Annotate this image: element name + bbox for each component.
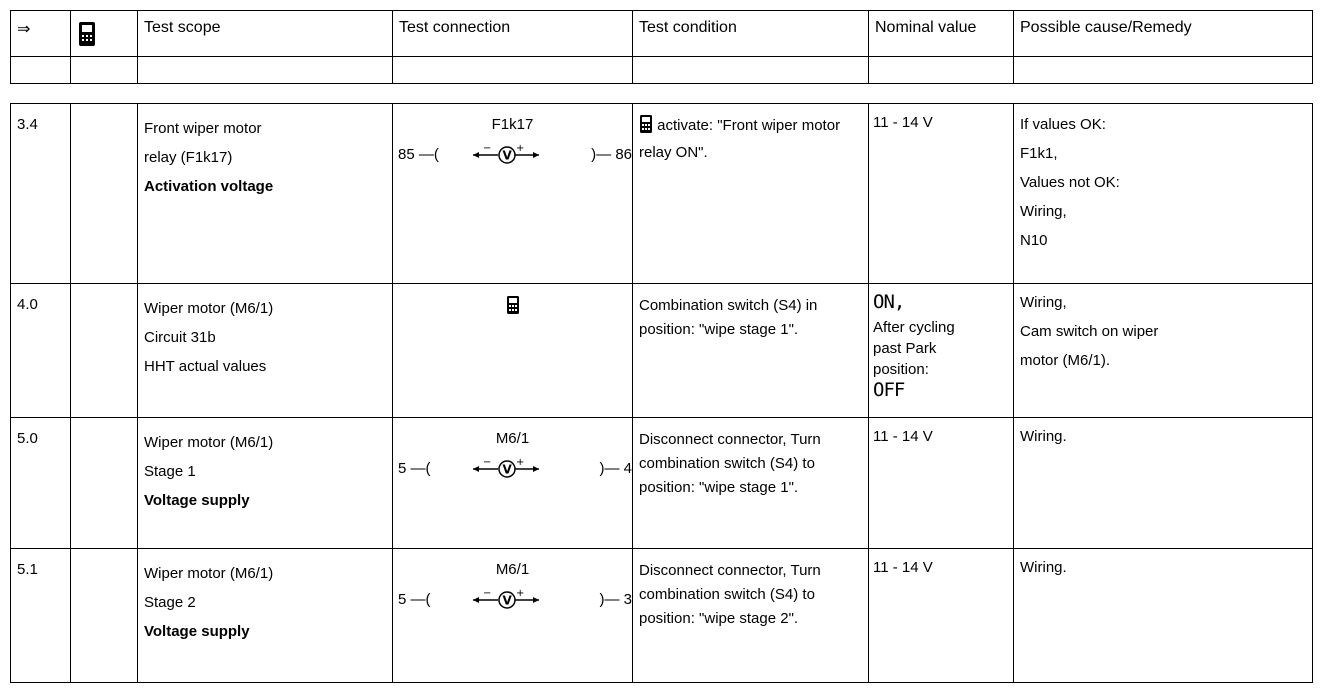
blank-cell (633, 57, 869, 84)
scope-line: HHT actual values (144, 358, 267, 375)
svg-text:V: V (502, 462, 512, 477)
scope-line: Wiper motor (M6/1) (144, 300, 274, 317)
header-connection-cell (393, 11, 633, 57)
scope-line: Stage 2 (144, 594, 196, 611)
table-row (11, 284, 1313, 418)
test-connection-cell (393, 418, 633, 549)
header-remedy-cell (1014, 11, 1313, 57)
svg-text:−: − (483, 588, 492, 599)
blank-cell (11, 57, 71, 84)
nominal-text-line: past Park (873, 340, 937, 357)
header-icon-cell (71, 11, 138, 57)
test-condition-cell (633, 104, 869, 284)
nominal-value-cell (869, 104, 1014, 284)
header-remedy: Possible cause/Remedy (1020, 19, 1192, 36)
remedy-cell (1014, 284, 1313, 418)
remedy-line: Wiring, (1020, 203, 1067, 220)
nominal-value: 11 - 14 V (873, 559, 933, 576)
test-scope-cell (138, 549, 393, 683)
header-arrow-cell (11, 11, 71, 57)
header-connection: Test connection (399, 19, 511, 36)
condition-text: Combination switch (S4) in position: "wipe stage 1". (639, 297, 818, 338)
header-arrow: ⇒ (17, 21, 31, 38)
connection-pin-right: )— 86 (591, 146, 632, 163)
svg-text:+: + (516, 457, 525, 468)
pin-number: 4 (623, 460, 632, 477)
svg-text:−: − (483, 457, 492, 468)
scope-bold-line: Voltage supply (144, 623, 250, 640)
pin-number: 86 (615, 146, 632, 163)
scope-line: Wiper motor (M6/1) (144, 434, 274, 451)
pin-number: 5 (398, 460, 407, 477)
svg-text:V: V (502, 593, 512, 608)
scope-line: Front wiper motor (144, 120, 262, 137)
remedy-line: N10 (1020, 232, 1048, 249)
remedy-line: Wiring, (1020, 294, 1067, 311)
test-condition-cell (633, 284, 869, 418)
test-connection-cell (393, 549, 633, 683)
test-table (10, 103, 1313, 683)
step-number: 5.0 (11, 418, 71, 549)
voltmeter-icon (473, 456, 553, 484)
blank-cell (71, 418, 138, 549)
blank-cell (138, 57, 393, 84)
test-condition-cell (633, 549, 869, 683)
nominal-value-cell (869, 418, 1014, 549)
svg-text:+: + (516, 588, 525, 599)
scope-line: Circuit 31b (144, 329, 216, 346)
test-scope-cell (138, 104, 393, 284)
blank-cell (71, 57, 138, 84)
blank-cell (1014, 57, 1313, 84)
remedy-line: Cam switch on wiper (1020, 323, 1159, 340)
condition-text: Disconnect connector, Turn combination switch (S4) to position: "wipe stage 2". (639, 562, 821, 627)
table-row (11, 104, 1313, 284)
pin-number: 3 (623, 591, 632, 608)
condition-text: Disconnect connector, Turn combination switch (S4) to position: "wipe stage 1". (639, 431, 821, 496)
blank-cell (71, 549, 138, 683)
connection-pin-left: 85 —( (398, 146, 439, 163)
blank-cell (71, 284, 138, 418)
blank-cell (869, 57, 1014, 84)
connection-label: M6/1 (495, 561, 530, 578)
svg-text:V: V (502, 148, 512, 163)
connection-pin-left: 5 —( (398, 460, 431, 477)
remedy-line: Values not OK: (1020, 174, 1120, 191)
svg-text:−: − (483, 143, 492, 154)
scope-bold-line: Activation voltage (144, 178, 274, 195)
header-condition-cell (633, 11, 869, 57)
nominal-value: 11 - 14 V (873, 114, 933, 131)
hht-tester-icon (639, 115, 653, 141)
voltmeter-icon (473, 142, 553, 170)
hht-tester-icon (77, 21, 97, 51)
nominal-text-line: position: (873, 361, 929, 378)
step-number: 3.4 (11, 104, 71, 284)
scope-line: Wiper motor (M6/1) (144, 565, 274, 582)
test-scope-cell (138, 284, 393, 418)
hht-tester-icon (393, 284, 632, 318)
header-condition: Test condition (639, 19, 737, 36)
test-connection-cell (393, 104, 633, 284)
remedy-cell (1014, 549, 1313, 683)
connection-label: F1k17 (491, 116, 534, 133)
step-number: 5.1 (11, 549, 71, 683)
remedy-line: F1k1, (1020, 145, 1058, 162)
blank-cell (393, 57, 633, 84)
scope-line: Stage 1 (144, 463, 196, 480)
lcd-value: ON, (873, 291, 905, 313)
header-table (10, 10, 1313, 84)
nominal-value-cell (869, 284, 1014, 418)
header-nominal: Nominal value (875, 19, 977, 36)
connection-pin-left: 5 —( (398, 591, 431, 608)
connection-label: M6/1 (495, 430, 530, 447)
connection-pin-right: )— 3 (599, 591, 632, 608)
pin-number: 5 (398, 591, 407, 608)
nominal-value-cell (869, 549, 1014, 683)
nominal-text-line: After cycling (873, 319, 955, 336)
remedy-line: motor (M6/1). (1020, 352, 1111, 369)
voltmeter-icon (473, 587, 553, 615)
table-row (11, 549, 1313, 683)
svg-text:+: + (516, 143, 525, 154)
header-scope: Test scope (144, 19, 221, 36)
test-connection-cell (393, 284, 633, 418)
step-number: 4.0 (11, 284, 71, 418)
nominal-value: 11 - 14 V (873, 428, 933, 445)
remedy-cell (1014, 418, 1313, 549)
remedy-cell (1014, 104, 1313, 284)
table-row (11, 418, 1313, 549)
blank-cell (71, 104, 138, 284)
pin-number: 85 (398, 146, 415, 163)
test-condition-cell (633, 418, 869, 549)
condition-text: activate: "Front wiper motor relay ON". (639, 117, 841, 161)
remedy-line: If values OK: (1020, 116, 1106, 133)
lcd-value: OFF (873, 379, 905, 401)
header-nominal-cell (869, 11, 1014, 57)
remedy-line: Wiring. (1020, 559, 1067, 576)
header-scope-cell (138, 11, 393, 57)
scope-bold-line: Voltage supply (144, 492, 250, 509)
remedy-line: Wiring. (1020, 428, 1067, 445)
connection-pin-right: )— 4 (599, 460, 632, 477)
test-scope-cell (138, 418, 393, 549)
scope-line: relay (F1k17) (144, 149, 233, 166)
